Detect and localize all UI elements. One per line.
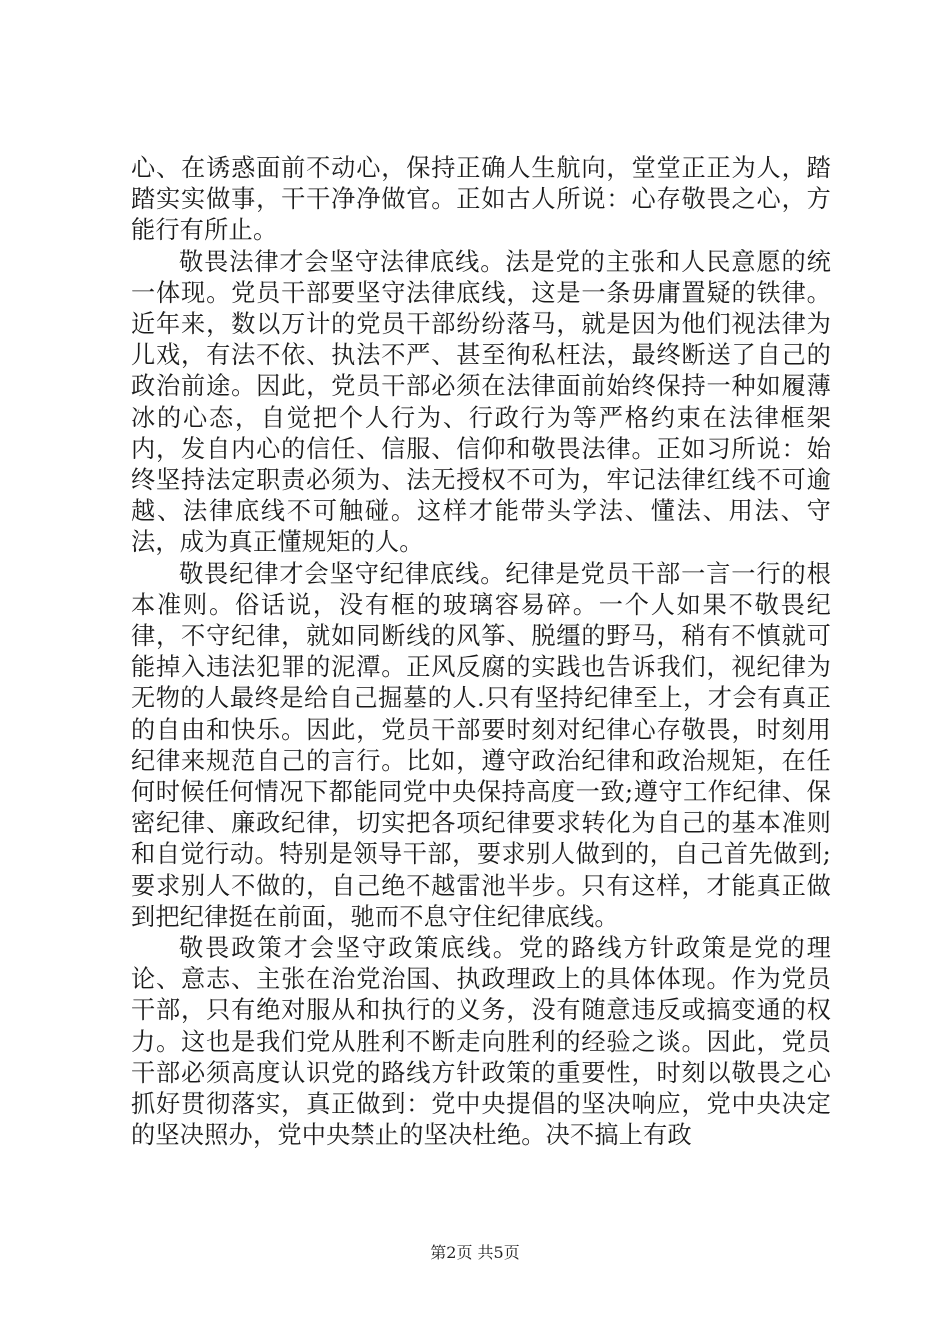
document-body bbox=[131, 153, 831, 1152]
paragraph-1: 心、在诱惑面前不动心，保持正确人生航向，堂堂正正为人，踏踏实实做事，干干净净做官。正如古人所说：心存敬畏之心，方能行有所止。 bbox=[131, 154, 831, 245]
paragraph-2: 敬畏法律才会坚守法律底线。法是党的主张和人民意愿的统一体现。党员干部要坚守法律底线，这是一条毋庸置疑的铁律。近年来，数以万计的党员干部纷纷落马，就是因为他们视法律为儿戏，有法不依、执法不严、甚至徇私枉法，最终断送了自己的政治前途。因此，党员干部必须在法律面前始终保持一种如履薄冰的心态，自觉把个人行为、行政行为等严格约束在法律框架内，发自内心的信任、信服、信仰和敬畏法律。正如习所说：始终坚持法定职责必须为、法无授权不可为，牢记法律红线不可逾越、法律底线不可触碰。这样才能带头学法、懂法、用法、守法，成为真正懂规矩的人。 bbox=[131, 247, 831, 557]
page-number-footer: 第2页 共5页 bbox=[430, 1243, 520, 1262]
paragraph-4: 敬畏政策才会坚守政策底线。党的路线方针政策是党的理论、意志、主张在治党治国、执政理政上的具体体现。作为党员干部，只有绝对服从和执行的义务，没有随意违反或搞变通的权力。这也是我们党从胜利不断走向胜利的经验之谈。因此，党员干部必须高度认识党的路线方针政策的重要性，时刻以敬畏之心抓好贯彻落实，真正做到：党中央提倡的坚决响应，党中央决定的坚决照办，党中央禁止的坚决杜绝。决不搞上有政 bbox=[131, 934, 831, 1150]
paragraph-3: 敬畏纪律才会坚守纪律底线。纪律是党员干部一言一行的根本准则。俗话说，没有框的玻璃容易碎。一个人如果不敬畏纪律，不守纪律，就如同断线的风筝、脱缰的野马，稍有不慎就可能掉入违法犯罪的泥潭。正风反腐的实践也告诉我们，视纪律为无物的人最终是给自己掘墓的人.只有坚持纪律至上，才会有真正的自由和快乐。因此，党员干部要时刻对纪律心存敬畏，时刻用纪律来规范自己的言行。比如，遵守政治纪律和政治规矩，在任何时候任何情况下都能同党中央保持高度一致;遵守工作纪律、保密纪律、廉政纪律，切实把各项纪律要求转化为自己的基本准则和自觉行动。特别是领导干部，要求别人做到的，自己首先做到;要求别人不做的，自己绝不越雷池半步。只有这样，才能真正做到把纪律挺在前面，驰而不息守住纪律底线。 bbox=[131, 559, 831, 931]
